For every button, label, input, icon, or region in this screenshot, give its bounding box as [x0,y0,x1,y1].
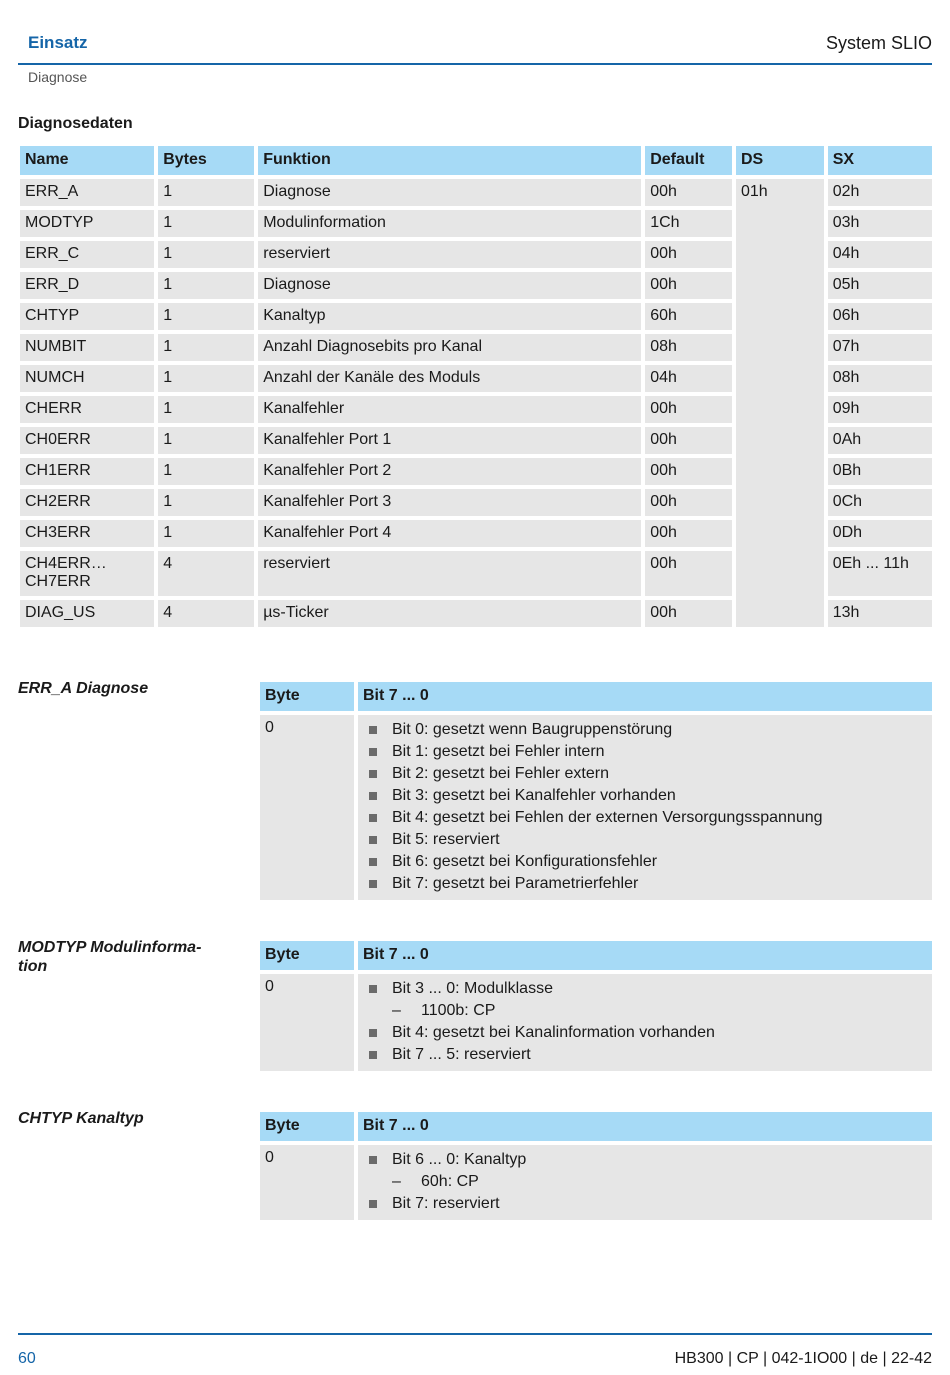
cell-sx: 0Ah [828,427,932,454]
bit-list-item [363,873,927,895]
bit-list-item [363,807,927,829]
modtyp-label-text: MODTYP Modulinforma- tion [18,939,202,975]
bit-list-item [363,851,927,873]
cell-sx: 02h [828,179,932,206]
table-row [260,974,932,1071]
bit-text: Bit 3 ... 0: Modulklasse [392,980,553,997]
cell-bytes: 1 [158,396,254,423]
bit-text: 60h: CP [421,1173,479,1190]
footer-document-id: HB300 | CP | 042-1IO00 | de | 22-42 [674,1350,932,1367]
col-header-funktion: Funktion [258,146,641,175]
col-header-bits: Bit 7 ... 0 [358,1112,932,1141]
col-header-sx: SX [828,146,932,175]
cell-funktion: Kanalfehler Port 1 [258,427,641,454]
cell-name: ERR_C [20,241,154,268]
col-header-bits: Bit 7 ... 0 [358,941,932,970]
col-header-bits: Bit 7 ... 0 [358,682,932,711]
cell-funktion: Anzahl Diagnosebits pro Kanal [258,334,641,361]
cell-bytes: 1 [158,272,254,299]
bit-list-item [363,741,927,763]
modtyp-table [256,937,936,1075]
cell-name: NUMBIT [20,334,154,361]
col-header-bytes: Bytes [158,146,254,175]
cell-funktion: Kanalfehler Port 2 [258,458,641,485]
dash-marker: – [392,1002,401,1019]
bit-text: Bit 0: gesetzt wenn Baugruppenstörung [392,721,673,738]
dash-marker: – [392,1173,401,1190]
cell-bytes: 1 [158,241,254,268]
cell-default: 00h [645,551,732,596]
cell-default: 04h [645,365,732,392]
cell-funktion: Kanalfehler Port 4 [258,520,641,547]
col-header-name: Name [20,146,154,175]
bits-cell [358,1145,932,1220]
cell-default: 00h [645,600,732,627]
cell-default: 1Ch [645,210,732,237]
bit-list-item [363,1149,927,1171]
bit-text: Bit 1: gesetzt bei Fehler intern [392,743,605,760]
bit-text: Bit 7 ... 5: reserviert [392,1046,531,1063]
header-product: System SLIO [825,33,932,53]
cell-sx: 07h [828,334,932,361]
cell-bytes: 4 [158,551,254,596]
cell-sx: 13h [828,600,932,627]
cell-funktion: reserviert [258,241,641,268]
byte-value: 0 [260,1145,354,1220]
diagnosedaten-table [16,142,936,631]
byte-value: 0 [260,715,354,900]
cell-sx: 09h [828,396,932,423]
cell-default: 00h [645,396,732,423]
header-subsection: Diagnose [28,69,88,85]
cell-default: 00h [645,179,732,206]
table-header-row [260,682,932,711]
cell-funktion: reserviert [258,551,641,596]
cell-default: 00h [645,458,732,485]
err-a-table [256,678,936,904]
table-header-row [260,1112,932,1141]
cell-default: 00h [645,427,732,454]
cell-funktion: Diagnose [258,272,641,299]
cell-name: CH1ERR [20,458,154,485]
cell-default: 00h [645,272,732,299]
cell-name: CHERR [20,396,154,423]
cell-default: 00h [645,489,732,516]
bit-text: Bit 3: gesetzt bei Kanalfehler vorhanden [392,787,676,804]
cell-funktion: Anzahl der Kanäle des Moduls [258,365,641,392]
cell-name: CH0ERR [20,427,154,454]
col-header-byte: Byte [260,682,354,711]
bit-text: Bit 2: gesetzt bei Fehler extern [392,765,609,782]
col-header-byte: Byte [260,1112,354,1141]
col-header-ds: DS [736,146,824,175]
byte-value: 0 [260,974,354,1071]
bits-cell [358,715,932,900]
cell-funktion: Kanaltyp [258,303,641,330]
col-header-default: Default [645,146,732,175]
cell-name: CHTYP [20,303,154,330]
bit-text: Bit 4: gesetzt bei Kanalinformation vorhanden [392,1024,715,1041]
cell-sx: 08h [828,365,932,392]
header-rule [18,63,932,65]
table-row [260,715,932,900]
bit-list-item [363,763,927,785]
cell-sx: 0Ch [828,489,932,516]
footer-rule [18,1333,932,1335]
bit-list-item [363,1044,927,1066]
bit-text: Bit 4: gesetzt bei Fehlen der externen Versorgungsspannung [392,809,823,826]
cell-bytes: 1 [158,520,254,547]
cell-funktion: Modulinformation [258,210,641,237]
cell-bytes: 4 [158,600,254,627]
cell-bytes: 1 [158,303,254,330]
cell-name: CH4ERR… CH7ERR [20,551,154,596]
col-header-byte: Byte [260,941,354,970]
cell-name: ERR_D [20,272,154,299]
cell-name: CH3ERR [20,520,154,547]
bit-text: Bit 7: reserviert [392,1195,500,1212]
bit-text: Bit 6: gesetzt bei Konfigurationsfehler [392,853,658,870]
diagnosedaten-title: Diagnosedaten [18,115,133,132]
cell-name: NUMCH [20,365,154,392]
table-header-row [260,941,932,970]
bit-list-item [363,1022,927,1044]
footer-page-number: 60 [18,1350,36,1367]
cell-sx: 0Eh ... 11h [828,551,932,596]
bits-cell [358,974,932,1071]
cell-bytes: 1 [158,489,254,516]
cell-name: DIAG_US [20,600,154,627]
header-section: Einsatz [28,33,88,52]
bit-sub-item [363,1000,927,1022]
cell-sx: 04h [828,241,932,268]
cell-name: CH2ERR [20,489,154,516]
chtyp-label: CHTYP Kanaltyp [18,1110,144,1127]
cell-name: ERR_A [20,179,154,206]
cell-default: 00h [645,241,732,268]
bit-text: 1100b: CP [421,1002,496,1019]
cell-name: MODTYP [20,210,154,237]
cell-sx: 0Bh [828,458,932,485]
cell-sx: 06h [828,303,932,330]
err-a-label: ERR_A Diagnose [18,680,149,697]
table-row [260,1145,932,1220]
cell-ds: 01h [736,179,824,627]
cell-bytes: 1 [158,210,254,237]
bit-text: Bit 5: reserviert [392,831,500,848]
bit-list-item [363,829,927,851]
bit-list-item [363,978,927,1000]
cell-bytes: 1 [158,179,254,206]
cell-default: 60h [645,303,732,330]
cell-funktion: Diagnose [258,179,641,206]
cell-funktion: Kanalfehler Port 3 [258,489,641,516]
cell-funktion: µs-Ticker [258,600,641,627]
cell-sx: 03h [828,210,932,237]
cell-sx: 05h [828,272,932,299]
modtyp-label [18,938,228,976]
bit-list-item [363,785,927,807]
bit-list-item [363,1193,927,1215]
bit-text: Bit 7: gesetzt bei Parametrierfehler [392,875,639,892]
table-row [20,179,932,206]
cell-bytes: 1 [158,365,254,392]
cell-bytes: 1 [158,334,254,361]
bit-sub-item [363,1171,927,1193]
cell-default: 08h [645,334,732,361]
bit-text: Bit 6 ... 0: Kanaltyp [392,1151,527,1168]
cell-funktion: Kanalfehler [258,396,641,423]
cell-sx: 0Dh [828,520,932,547]
table-header-row [20,146,932,175]
chtyp-table [256,1108,936,1224]
cell-default: 00h [645,520,732,547]
cell-bytes: 1 [158,427,254,454]
cell-bytes: 1 [158,458,254,485]
bit-list-item [363,719,927,741]
